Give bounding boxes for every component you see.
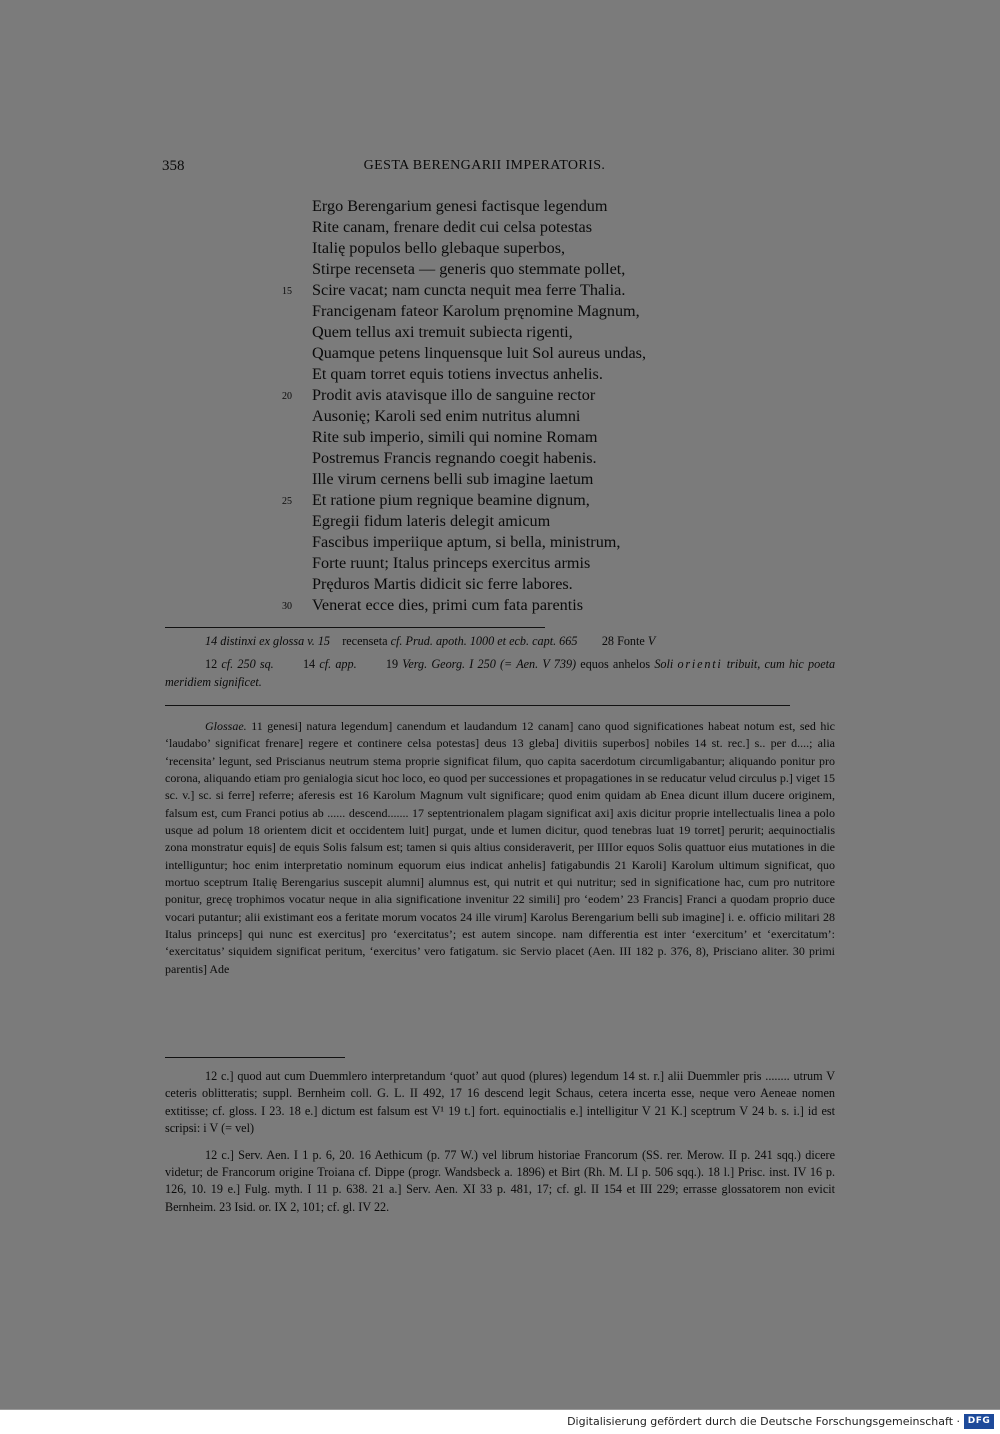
- apparatus-segment: recenseta: [342, 634, 388, 648]
- verse-text: Prodit avis atavisque illo de sanguine rector: [312, 386, 596, 404]
- verse-text: Quamque petens linquensque luit Sol aureus undas,: [312, 344, 647, 362]
- verse-text: Quem tellus axi tremuit subiecta rigenti,: [312, 323, 573, 341]
- divider-line: [165, 627, 545, 628]
- verse-text: Venerat ecce dies, primi cum fata parentis: [312, 596, 584, 614]
- apparatus-segment: Soli: [654, 657, 674, 672]
- verse-text: Rite sub imperio, simili qui nomine Romam: [312, 428, 598, 446]
- verse-line: [270, 196, 730, 217]
- verse-text: Forte ruunt; Italus princeps exercitus armis: [312, 554, 591, 572]
- verse-text: Pręduros Martis didicit sic ferre labores.: [312, 575, 573, 593]
- verse-number: 30: [282, 601, 292, 612]
- page-header: [162, 158, 807, 178]
- apparatus-segment: cf. Prud. apoth. 1000 et ecb. capt. 665: [390, 634, 578, 648]
- verse-text: Rite canam, frenare dedit cui celsa potestas: [312, 218, 593, 236]
- verse-text: Ille virum cernens belli sub imagine laetum: [312, 470, 594, 488]
- glossae-block: [165, 718, 835, 978]
- verse-line: [270, 427, 730, 448]
- verse-line: [270, 259, 730, 280]
- verse-line: [270, 301, 730, 322]
- apparatus-segment: V: [647, 634, 656, 648]
- verse-line: [270, 490, 730, 511]
- verse-number: 25: [282, 496, 292, 507]
- verse-line: [270, 364, 730, 385]
- apparatus-segment: 28 Fonte: [601, 634, 645, 648]
- verse-line: [270, 322, 730, 343]
- verse-line: [270, 532, 730, 553]
- verse-text: Francigenam fateor Karolum pręnomine Magnum,: [312, 302, 640, 320]
- verse-line: [270, 217, 730, 238]
- verse-line: [270, 343, 730, 364]
- verse-line: [270, 406, 730, 427]
- verse-text: Postremus Francis regnando coegit habenis.: [312, 449, 597, 467]
- glossae-label: Glossae.: [205, 719, 247, 733]
- verse-number: 15: [282, 286, 292, 297]
- apparatus-segment: cf. 250 sq.: [221, 657, 274, 672]
- verse-line: [270, 553, 730, 574]
- verse-text: Scire vacat; nam cuncta nequit mea ferre Thalia.: [312, 281, 626, 299]
- dfg-logo: DFG: [964, 1414, 994, 1429]
- apparatus-segment: 12: [205, 657, 218, 672]
- verse-line: [270, 469, 730, 490]
- apparatus-segment: 14: [302, 657, 316, 672]
- apparatus-segment: equos anhelos: [580, 657, 651, 672]
- verse-text: Fascibus imperiique aptum, si bella, ministrum,: [312, 533, 621, 551]
- poem-text: [270, 196, 730, 616]
- verse-text: Et quam torret equis totiens invectus anhelis.: [312, 365, 603, 383]
- glossae-paragraph: [165, 718, 835, 978]
- apparatus-line: [165, 656, 835, 691]
- apparatus-segment: Verg. Georg. I 250 (= Aen. V 739): [402, 657, 577, 672]
- verse-text: Italię populos bello glebaque superbos,: [312, 239, 566, 257]
- apparatus-segment: orienti: [677, 657, 723, 672]
- critical-notes: 12 c.] quod aut cum Duemmlero interpretandum ‘quot’ aut quod (plures) legendum 14 st. r.] alii Duemmler pris ........ utrum V ceteris oblitteratis; suppl. Bernheim coll. G. L. II 492, 17 16 descend legit Schaus, cetera incerta esse, neque vero Aeneae nomen extitisse; cf. gloss. I 23. 18 e.] dictum est falsum est V¹ 19 t.] fort. equinoctialis e.] intelligitur V 21 K.] sceptrum V 24 b. s. i.] id est scripsi: i V (= vel): [165, 1069, 835, 1136]
- source-notes: 12 c.] Serv. Aen. I 1 p. 6, 20. 16 Aethicum (p. 77 W.) vel librum historiae Francorum (SS. rer. Merow. II p. 241 sqq.) dicere videtur; de Francorum origine Troiana cf. Dippe (progr. Wandsbeck a. 1896) et Birt (Rh. M. LI p. 506 sqq.). 18 l.] Prisc. inst. IV 16 p. 126, 10. 19 e.] Fulg. myth. I 11 p. 638. 21 a.] Serv. Aen. XI 33 p. 481, 17; cf. gl. II 154 et III 229; errasse glossatorem non evicit Bernheim. 23 Isid. or. IX 2, 101; cf. gl. IV 22.: [165, 1147, 835, 1214]
- apparatus-segment: 14 distinxi ex glossa v. 15: [205, 634, 331, 648]
- verse-line: [270, 511, 730, 532]
- verse-line: [270, 595, 730, 616]
- verse-line: [270, 238, 730, 259]
- verse-line: [270, 280, 730, 301]
- divider-line: [165, 705, 790, 706]
- page-number: 358: [162, 158, 185, 174]
- digitization-footer: [0, 1409, 1000, 1434]
- verse-line: [270, 385, 730, 406]
- glossae-text: 11 genesi] natura legendum] canendum et laudandum 12 canam] cano quod significationes habeat notum est, sed hic ‘laudabo’ significat frenare] regere et continere celsa potestas] deus 13 gleba] divitiis superbos] nobiles 14 st. rec.] s.. per d....; alia ‘recensita’ legunt, sed Priscianus neutrum stema proprie significat filum, quo capita sacerdotum circumligabantur; aliquando ponitur pro corona, aliquando etiam pro genialogia sicut hoc loco, eo quod per successiones et propagationes in se reducatur velud circulus p.] viget 15 sc. v.] sc. si ferre] referre; aferesis est 16 Karolum Magnum vult significare; quod enim quidam ab Enea dicunt illum ducere originem, falsum est, cum Franci potius ab ...... descend....... 17 septentrionalem plagam significat axi] axis dicitur proprie intellectualis linea a polo usque ad polum 18 orientem dicit et occidentem luit] purgat, unde et lumen dicitur, quod tenebras luat 19 torret] perurit; aequinoctialis zona monstratur equis] de equis Solis falsum est; tamen si quis altius consideraverit, per IIIIor equos Solis quattuor eius mutationes in die intelliguntur; hoc enim interpretatio nominum equorum eius indicat anhelis] fatigabundis 21 Karoli] Karolum ultimum significat, quo mortuo sceptrum Italię Berengarius suscepit alumni] alumnus est, qui nutrit et qui nutritur; sed in significatione hac, cum pro nutritore ponitur, grecę trophimos vocatur neque in alia significatione invenitur 22 simili] pro ‘eodem’ 23 Francis] Franci a quodam proprio duce vocari putantur; alii existimant eos a feritate morum vocatos 24 ille virum] Karolus Berengarium belli sub imagine] i. e. officio militari 28 Italus princeps] qui nunc est exercitus] pro ‘exercitatus’; est autem sincope. nam differentia est inter ‘exercitum’ et ‘exercitatum’: ‘exercitatus’ siquidem significat peritum, ‘exercitus’ vero fatigatum. sic Servio placet (Aen. III 182 p. 376, 8), Prisciano aliter. 30 primi parentis] Ade: [165, 719, 836, 976]
- verse-text: Ausonię; Karoli sed enim nutritus alumni: [312, 407, 581, 425]
- footer-credit: Digitalisierung gefördert durch die Deutsche Forschungsgemeinschaft ·: [567, 1415, 960, 1428]
- notes-section: [165, 1068, 835, 1216]
- running-title: GESTA BERENGARII IMPERATORIS.: [363, 158, 606, 173]
- apparatus-line: [165, 633, 835, 650]
- verse-line: [270, 448, 730, 469]
- divider-line: [165, 1057, 345, 1058]
- verse-text: Et ratione pium regnique beamine dignum,: [312, 491, 590, 509]
- apparatus-segment: tribuit, cum hic poeta meridiem significet.: [165, 657, 836, 689]
- verse-number: 20: [282, 391, 292, 402]
- verse-line: [270, 574, 730, 595]
- apparatus-segment: 19: [385, 657, 399, 672]
- verse-text: Stirpe recenseta — generis quo stemmate pollet,: [312, 260, 626, 278]
- verse-text: Egregii fidum lateris delegit amicum: [312, 512, 551, 530]
- critical-apparatus: [165, 633, 835, 691]
- apparatus-segment: cf. app.: [319, 657, 357, 672]
- verse-text: Ergo Berengarium genesi factisque legendum: [312, 197, 608, 215]
